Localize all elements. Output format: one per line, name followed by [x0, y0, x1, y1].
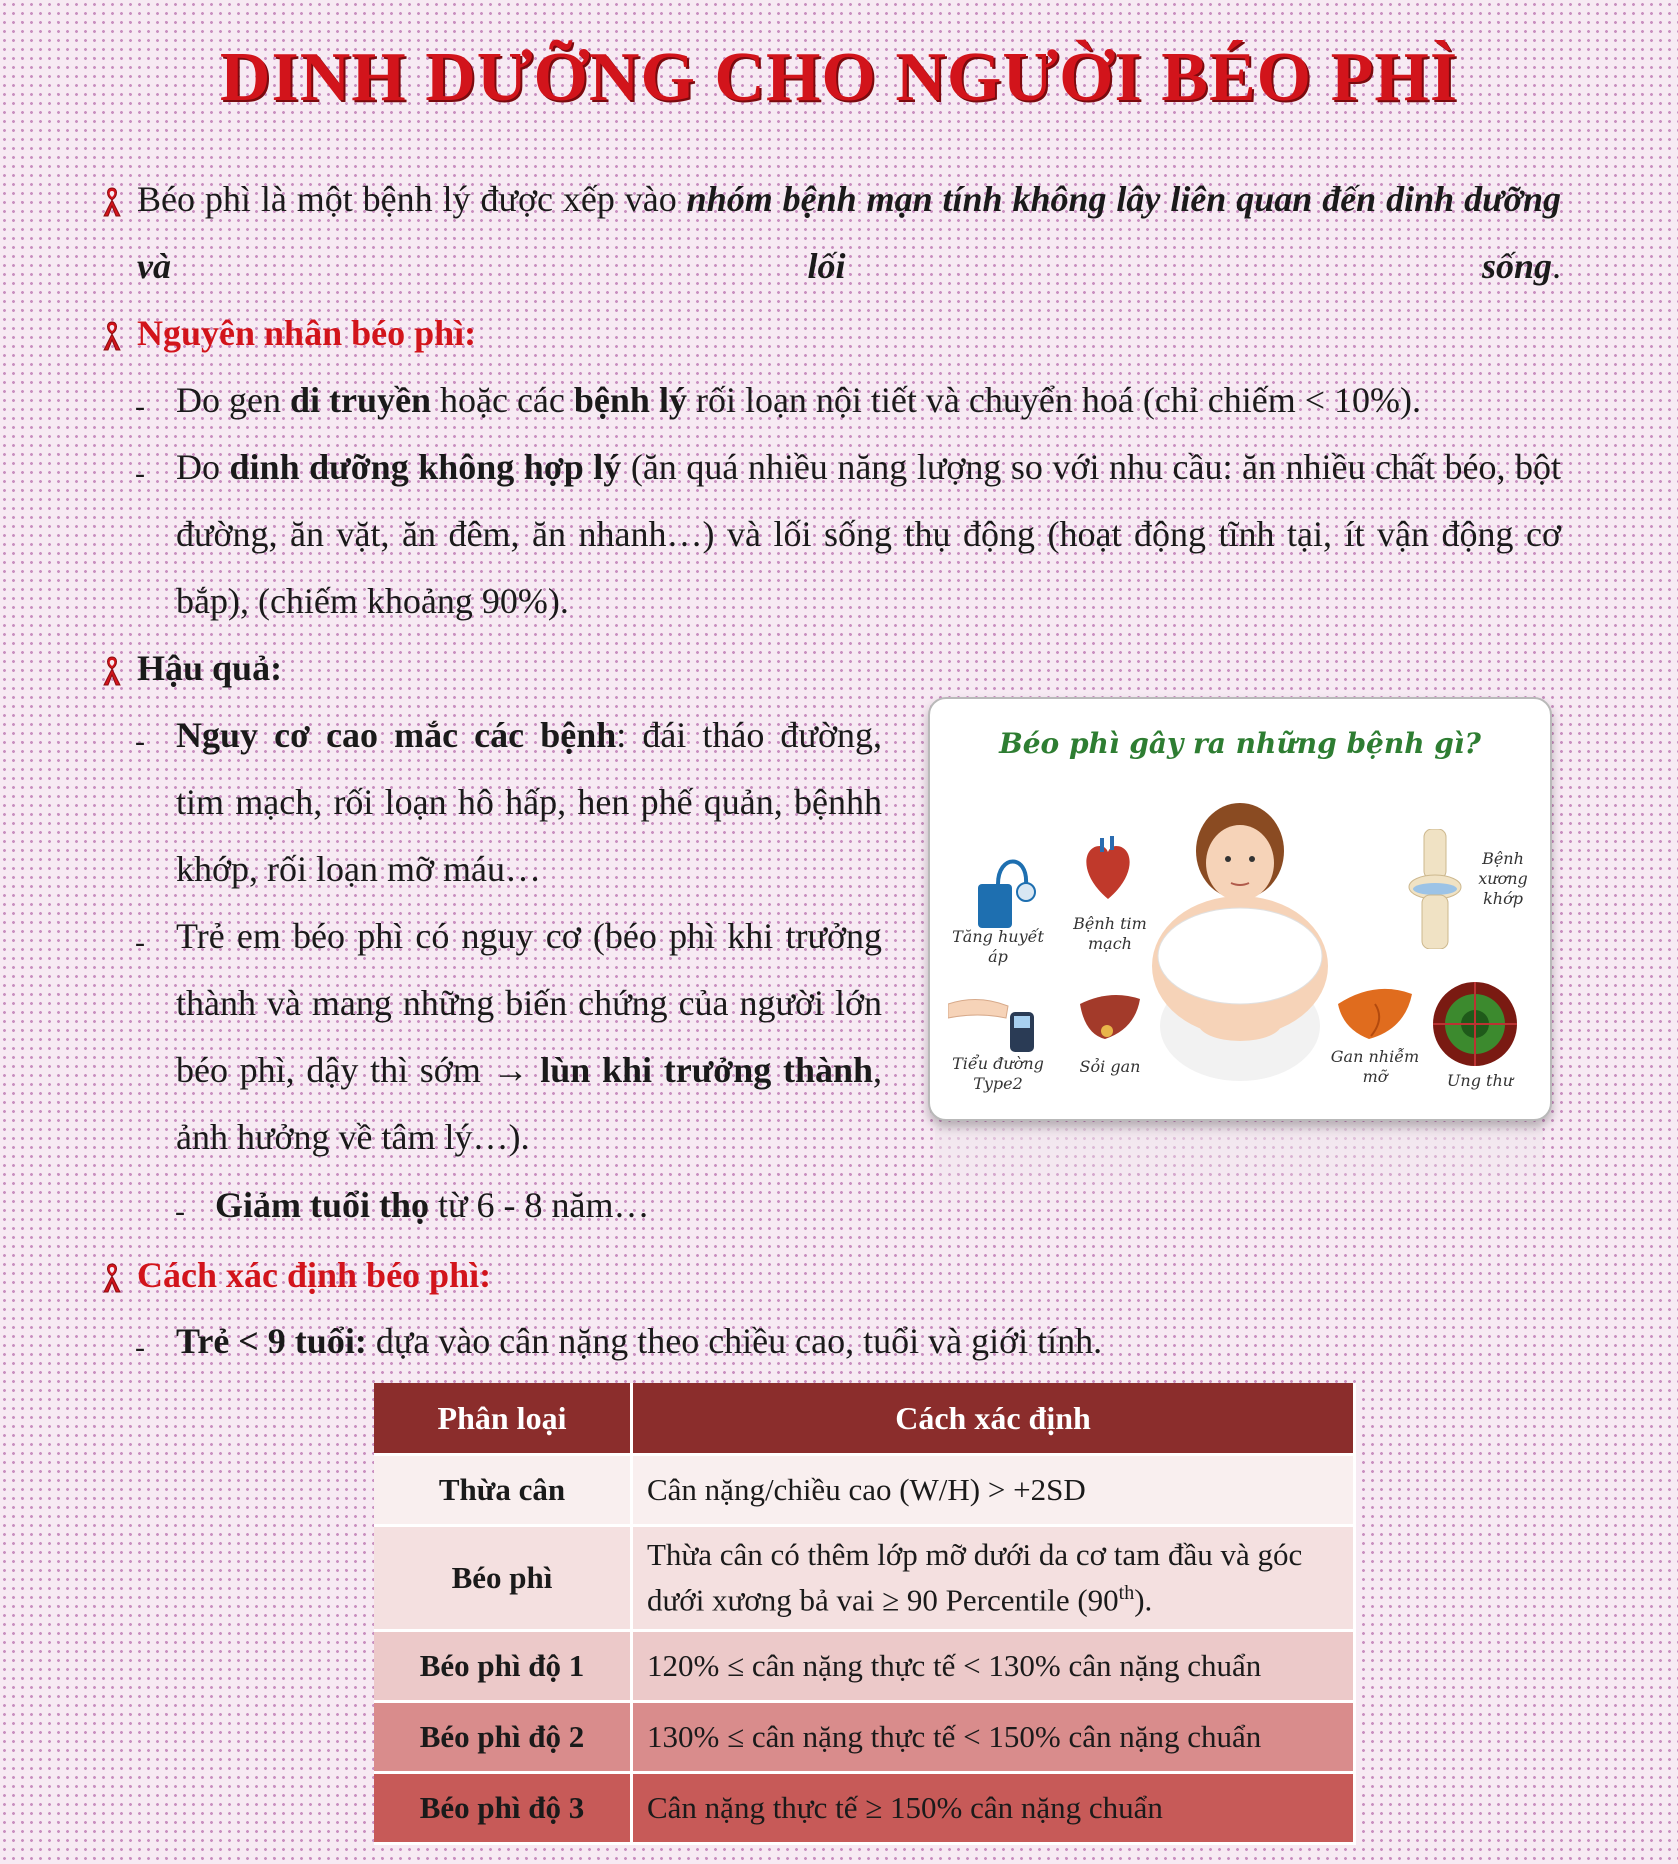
table-cell-label: Béo phì độ 1 — [374, 1631, 632, 1702]
intro-emphasis: nhóm bệnh mạn tính không lây liên quan đến dinh dưỡng và lối sống — [137, 179, 1561, 286]
bold-text: Nguy cơ cao mắc các bệnh — [176, 715, 617, 755]
intro-period: . — [1552, 246, 1561, 286]
liver-gallstone-icon — [1075, 989, 1145, 1049]
text: Trẻ em béo phì có nguy cơ (béo phì khi trưởng thành và mang những biến chứng của người lớn béo phì, dậy thì sớm — [176, 916, 882, 1090]
text: rối loạn nội tiết và chuyển hoá (chỉ chiếm < 10%). — [686, 380, 1422, 420]
bold-text: Giảm tuổi thọ — [215, 1185, 430, 1225]
list-dash: - — [135, 390, 145, 423]
awareness-ribbon-icon — [101, 320, 123, 352]
text: Do gen — [176, 380, 290, 420]
causes-item-nutrition — [176, 434, 1561, 635]
table-cell-value: Cân nặng/chiều cao (W/H) > +2SD — [632, 1455, 1355, 1526]
label-heart-disease: Bệnh tim mạch — [1073, 914, 1147, 953]
cancer-cell-icon — [1430, 979, 1520, 1069]
causes-heading: Nguyên nhân béo phì: — [137, 313, 477, 353]
glucose-meter-icon — [948, 984, 1048, 1054]
table-row — [374, 1631, 1355, 1702]
text: dựa vào cân nặng theo chiều cao, tuổi và giới tính. — [366, 1321, 1103, 1361]
bold-text: bệnh lý — [573, 380, 687, 420]
list-dash: - — [135, 725, 145, 758]
table-row — [374, 1773, 1355, 1844]
text: từ 6 - 8 năm… — [429, 1185, 650, 1225]
list-dash: - — [135, 457, 145, 490]
identify-heading: Cách xác định béo phì: — [137, 1255, 492, 1295]
table-row — [374, 1526, 1355, 1631]
list-dash: - — [135, 1331, 145, 1364]
list-dash: - — [175, 1195, 185, 1228]
bold-text: Trẻ < 9 tuổi: — [176, 1321, 367, 1361]
consequences-heading: Hậu quả: — [137, 648, 283, 688]
text: hoặc các — [431, 380, 574, 420]
intro-paragraph — [137, 166, 1561, 300]
label-gallstone: Sỏi gan — [1079, 1057, 1141, 1076]
bold-text: di truyền — [289, 380, 431, 420]
text: (ăn quá nhiều năng lượng so với nhu cầu: ăn nhiều chất béo, bột đường, ăn vặt, ăn đêm, ăn nhanh…) và lối sống thụ động (hoạt động tĩnh tại, ít vận động cơ bắp), (chiếm khoảng 90%). — [176, 447, 1561, 621]
table-header-classification: Phân loại — [374, 1383, 632, 1455]
fatty-liver-icon — [1335, 984, 1415, 1044]
bold-text: lùn khi trưởng thành — [528, 1050, 874, 1090]
arrow-icon: → — [492, 1050, 529, 1090]
bold-text: dinh dưỡng không hợp lý — [229, 447, 622, 487]
consequences-item-children — [176, 903, 882, 1171]
text: Do — [176, 447, 230, 487]
label-joint-disease: Bệnh xương khớp — [1478, 849, 1528, 908]
table-cell-value — [632, 1526, 1355, 1631]
consequences-item-lifespan — [215, 1172, 650, 1239]
obese-woman-illustration — [1145, 791, 1335, 1091]
label-hypertension: Tăng huyết áp — [952, 927, 1044, 966]
cell-text: ). — [1134, 1582, 1153, 1618]
image-reflection — [935, 1122, 1543, 1212]
cell-superscript: th — [1118, 1582, 1135, 1605]
text: , ảnh hưởng về tâm lý…). — [176, 1050, 883, 1157]
label-diabetes: Tiểu đường Type2 — [952, 1054, 1044, 1093]
table-cell-value: 130% ≤ cân nặng thực tế < 150% cân nặng chuẩn — [632, 1702, 1355, 1773]
label-cancer: Ung thư — [1446, 1071, 1514, 1090]
cell-text: Thừa cân có thêm lớp mỡ dưới da cơ tam đầu và góc dưới xương bả vai ≥ 90 Percentile (90 — [647, 1537, 1303, 1618]
intro-text: Béo phì là một bệnh lý được xếp vào — [137, 179, 687, 219]
table-row — [374, 1702, 1355, 1773]
awareness-ribbon-icon — [101, 655, 123, 687]
obesity-diseases-infographic — [928, 697, 1552, 1121]
table-cell-label: Béo phì độ 2 — [374, 1702, 632, 1773]
obesity-classification-table — [374, 1383, 1356, 1845]
table-cell-value: Cân nặng thực tế ≥ 150% cân nặng chuẩn — [632, 1773, 1355, 1844]
list-dash: - — [135, 926, 145, 959]
table-cell-label: Béo phì độ 3 — [374, 1773, 632, 1844]
identify-item-children-under-9 — [176, 1308, 1102, 1375]
table-cell-value: 120% ≤ cân nặng thực tế < 130% cân nặng chuẩn — [632, 1631, 1355, 1702]
blood-pressure-monitor-icon — [968, 844, 1038, 934]
awareness-ribbon-icon — [101, 186, 123, 218]
label-fatty-liver: Gan nhiễm mỡ — [1330, 1047, 1420, 1086]
heart-organ-icon — [1078, 834, 1138, 904]
causes-item-genetic — [176, 367, 1561, 434]
table-header-method: Cách xác định — [632, 1383, 1355, 1455]
infographic-title: Béo phì gây ra những bệnh gì? — [999, 727, 1481, 760]
consequences-item-disease-risk — [176, 702, 882, 903]
awareness-ribbon-icon — [101, 1262, 123, 1294]
table-cell-label: Béo phì — [374, 1526, 632, 1631]
table-cell-label: Thừa cân — [374, 1455, 632, 1526]
text: : đái tháo đường, tim mạch, rối loạn hô hấp, hen phế quản, bệnhh khớp, rối loạn mỡ máu… — [176, 715, 882, 889]
page-title: DINH DƯỠNG CHO NGƯỜI BÉO PHÌ — [219, 39, 1459, 116]
table-row — [374, 1455, 1355, 1526]
knee-joint-icon — [1400, 829, 1470, 949]
